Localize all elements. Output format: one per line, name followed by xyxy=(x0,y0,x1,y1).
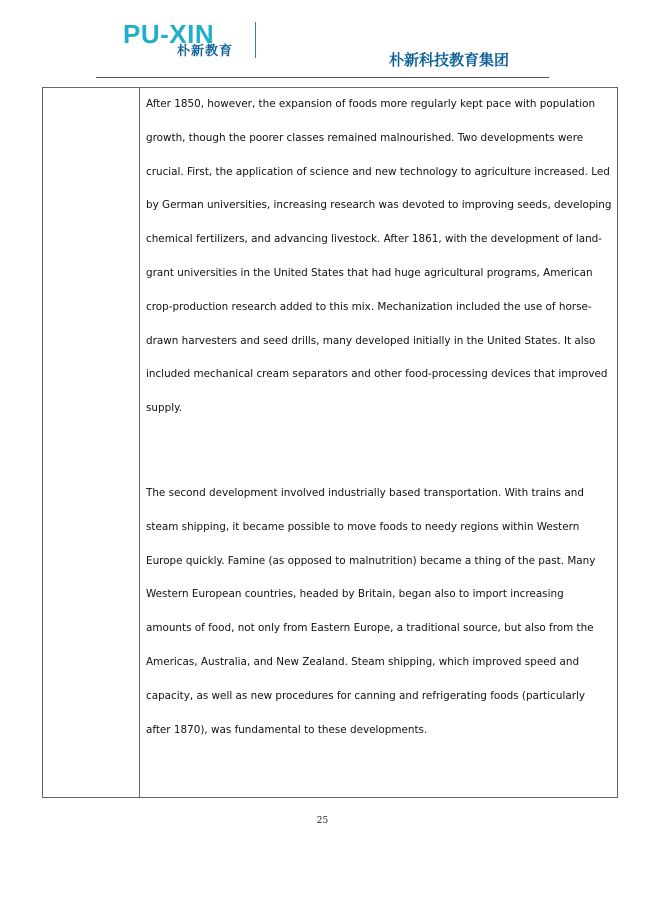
page-number: 25 xyxy=(316,816,329,826)
company-name: 朴新科技教育集团 xyxy=(389,51,510,69)
paragraph-agriculture: After 1850, however, the expansion of foods more regularly kept pace with population growth, though the poorer classes remained malnourished. Two developments were crucial. First, the application of science and new technology to agriculture increased. Led by German universities, increasing research was devoted to improving seeds, developing chemical fertilizers, and advancing livestock. After 1861, with the development of land-grant universities in the United States that had huge agricultural programs, American crop-production research added to this mix. Mechanization included the use of horse-drawn harvesters and seed drills, many developed initially in the United States. It also included mechanical cream separators and other food-processing devices that improved supply. xyxy=(146,98,612,415)
logo-chinese-text: 朴新教育 xyxy=(177,44,234,59)
paragraph-transportation: The second development involved industrially based transportation. With trains and steam shipping, it became possible to move foods to needy regions within Western Europe quickly. Famine (as opposed to malnutrition) became a thing of the past. Many Western European countries, headed by Britain, began also to import increasing amounts of food, not only from Eastern Europe, a traditional source, but also from the Americas, Australia, and New Zealand. Steam shipping, which improved speed and capacity, as well as new procedures for canning and refrigerating foods (particularly after 1870), was fundamental to these developments. xyxy=(146,487,596,736)
content-table xyxy=(42,87,618,798)
puxin-logo xyxy=(123,20,245,62)
logo-english-text: PU-XIN xyxy=(123,19,215,49)
page-header xyxy=(0,0,645,80)
header-rule xyxy=(96,77,549,78)
table-left-cell xyxy=(43,88,140,797)
logo-divider xyxy=(255,22,256,58)
table-right-cell xyxy=(140,88,617,797)
